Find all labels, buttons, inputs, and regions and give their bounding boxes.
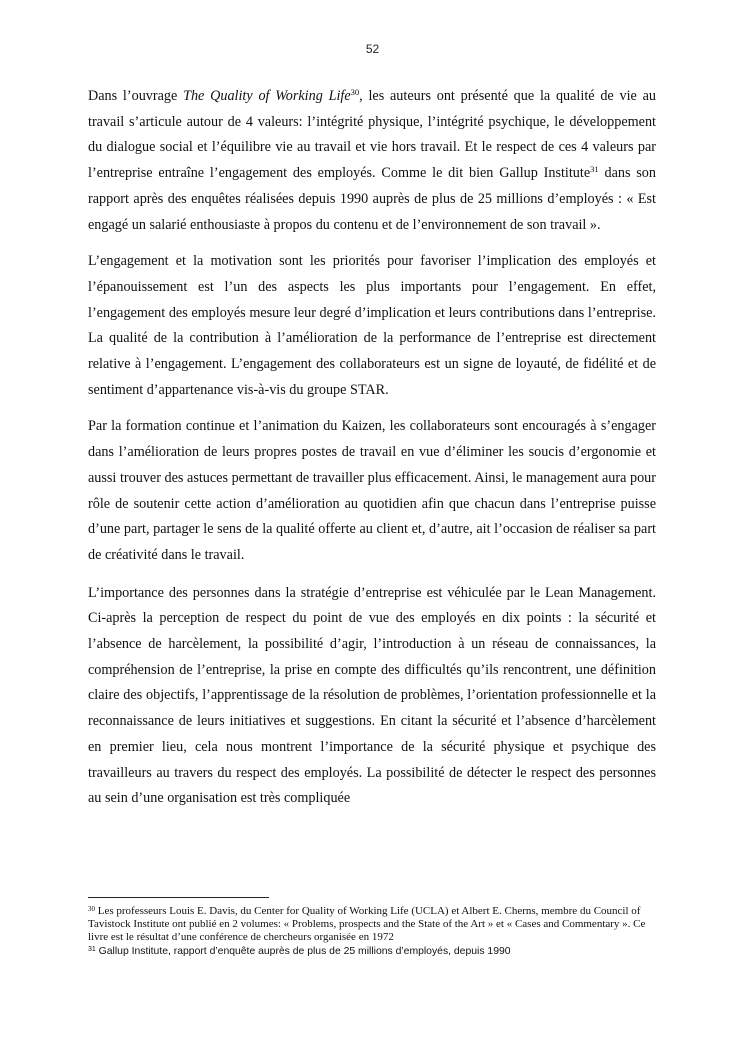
p1-text-end: dans son rapport après des enquêtes réalisées depuis 1990 auprès de plus de 25 millions d’employés : « Est engagé un salarié enthousiaste à propos du contenu et de l’environnement de son travail ». — [88, 165, 656, 233]
p1-text-start: Dans l’ouvrage — [88, 88, 184, 104]
page-number: 52 — [365, 42, 380, 56]
p1-text-middle: , les auteurs ont présenté que la qualité de vie au travail s’articule autour de 4 valeurs: l’intégrité physique, l’intégrité psychique, le développement du dialogue social et l’équilibre vie au travail et vie hors travail. Et le respect de ces 4 valeurs par l’entreprise entraîne l’engagement des employés. Comme le dit bien Gallup Institute — [88, 88, 656, 182]
footnote-divider — [88, 897, 269, 898]
paragraph-4: L’importance des personnes dans la stratégie d’entreprise est véhiculée par le Lean Management. Ci-après la perception de respect du point de vue des employés en dix points : la sécurité et l’absence de harcèlement, la possibilité d’agir, l’introduction à un réseau de connaissances, la compréhension de l’entreprise, la prise en compte des difficultés qu’ils rencontrent, une définition claire des objectifs, l’apprentissage de la résolution de problèmes, l’orientation professionnelle et la reconnaissance de leurs initiatives et suggestions. En citant la sécurité et l’absence d’harcèlement en premier lieu, cela nous montrent l’importance de la sécurité physique et psychique des travailleurs au travers du respect des employés. La possibilité de détecter le respect des personnes au sein d’une organisation est très compliquée — [88, 584, 656, 807]
footnote-31-text: Gallup Institute, rapport d’enquête auprès de plus de 25 millions d’employés, depuis 1990 — [95, 945, 511, 957]
footnote-marker-31: 31 — [88, 945, 96, 953]
footnote-30 — [88, 905, 658, 945]
footnote-31 — [88, 945, 658, 958]
footnote-30-text: Les professeurs Louis E. Davis, du Center for Quality of Working Life (UCLA) et Albert E. Cherns, membre du Council of Tavistock Institute ont publié en 2 volumes: « Problems, prospects and the State of the Art » et « Cases and Commentary ». Ce livre est le résultat d’une conférence de chercheurs organisée en 1972 — [88, 905, 646, 944]
footnote-ref-31[interactable]: 31 — [590, 164, 599, 175]
paragraph-3: Par la formation continue et l’animation du Kaizen, les collaborateurs sont encouragés à s’engager dans l’amélioration de leurs propres postes de travail en vue d’éliminer les soucis d’ergonomie et aussi trouver des astuces permettant de travailler plus efficacement. Ainsi, le management aura pour rôle de soutenir cette action d’amélioration au quotidien afin que chacun dans l’entreprise puisse d’une part, partager le sens de la qualité offerte au client et, d’autre, ait l’occasion de réaliser sa part de créativité dans le travail. — [88, 418, 656, 563]
book-title: The Quality of Working Life — [183, 88, 351, 104]
footnotes — [88, 905, 658, 958]
footnote-marker-30: 30 — [88, 905, 95, 913]
paragraph-1 — [88, 84, 656, 238]
paragraph-2: L’engagement et la motivation sont les priorités pour favoriser l’implication des employés et l’épanouissement est l’un des aspects les plus importants pour l’engagement. En effet, l’engagement des employés mesure leur degré d’implication et leurs contributions dans l’entreprise. La qualité de la contribution à l’amélioration de la performance de l’entreprise est directement relative à l’engagement. L’engagement des collaborateurs est un signe de loyauté, de fidélité et de sentiment d’appartenance vis-à-vis du groupe STAR. — [88, 253, 656, 398]
footnote-ref-30[interactable]: 30 — [350, 87, 360, 97]
body-text — [88, 84, 656, 823]
